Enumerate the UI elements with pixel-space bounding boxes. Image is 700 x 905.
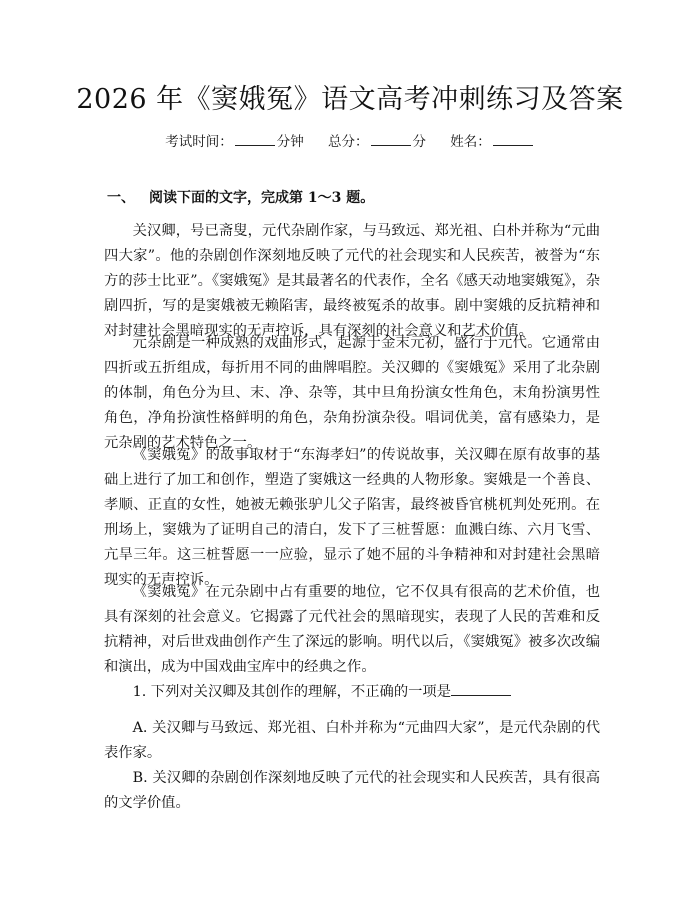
question-1-stem — [104, 680, 600, 705]
reading-paragraph-1: 关汉卿，号已斋叟，元代杂剧作家，与马致远、郑光祖、白朴并称为“元曲四大家”。他的杂剧创作深刻地反映了元代的社会现实和人民疾苦，被誉为“东方的莎士比亚”。《窦娥冤》是其最著名的代表作，全名《感天动地窦娥冤》，杂剧四折，写的是窦娥被无赖陷害，最终被冤杀的故事。剧中窦娥的反抗精神和对封建社会黑暗现实的无声控诉，具有深刻的社会意义和艺术价值。 — [104, 223, 600, 339]
total-score-blank[interactable] — [371, 133, 411, 146]
exam-time-unit: 分钟 — [276, 134, 304, 150]
question-1-option-a[interactable]: A. 关汉卿与马致远、郑光祖、白朴并称为“元曲四大家”，是元代杂剧的代表作家。 — [104, 720, 600, 761]
reading-paragraph-4: 《窦娥冤》在元杂剧中占有重要的地位，它不仅具有很高的艺术价值，也具有深刻的社会意义。它揭露了元代社会的黑暗现实，表现了人民的苦难和反抗精神，对后世戏曲创作产生了深远的影响。明代以后，《窦娥冤》被多次改编和演出，成为中国戏曲宝库中的经典之作。 — [104, 584, 600, 675]
section-heading — [107, 188, 374, 208]
total-score-unit: 分 — [412, 134, 426, 150]
total-score-label: 总分： — [328, 134, 369, 150]
name-blank[interactable] — [493, 133, 533, 146]
question-1-text: 1. 下列对关汉卿及其创作的理解，不正确的一项是 — [132, 684, 452, 700]
question-1-option-b[interactable]: B. 关汉卿的杂剧创作深刻地反映了元代的社会现实和人民疾苦，具有很高的文学价值。 — [104, 770, 600, 811]
question-1-answer-blank[interactable] — [451, 681, 511, 696]
exam-time-blank[interactable] — [235, 133, 275, 146]
reading-paragraph-2: 元杂剧是一种成熟的戏曲形式，起源于金末元初，盛行于元代。它通常由四折或五折组成，每折用不同的曲牌唱腔。关汉卿的《窦娥冤》采用了北杂剧的体制，角色分为旦、末、净、杂等，其中旦角扮演女性角色，末角扮演男性角色，净角扮演性格鲜明的角色，杂角扮演杂役。唱词优美，富有感染力，是元杂剧的艺术特色之一。 — [104, 335, 600, 451]
reading-paragraph-3: 《窦娥冤》的故事取材于“东海孝妇”的传说故事，关汉卿在原有故事的基础上进行了加工和创作，塑造了窦娥这一经典的人物形象。窦娥是一个善良、孝顺、正直的女性，她被无赖张驴儿父子陷害，最终被昏官桃杌判处死刑。在刑场上，窦娥为了证明自己的清白，发下了三桩誓愿：血溅白练、六月飞雪、亢旱三年。这三桩誓愿一一应验，显示了她不屈的斗争精神和对封建社会黑暗现实的无声控诉。 — [104, 447, 600, 588]
name-field — [450, 132, 535, 152]
exam-time-label: 考试时间： — [165, 134, 233, 150]
page-title: 2026 年《窦娥冤》语文高考冲刺练习及答案 — [76, 84, 624, 115]
section-number: 一、 — [107, 190, 135, 206]
total-score-field — [328, 132, 426, 152]
name-label: 姓名： — [450, 134, 491, 150]
exam-info-row — [0, 132, 700, 152]
exam-time-field — [165, 132, 304, 152]
section-instruction: 阅读下面的文字，完成第 1～3 题。 — [149, 190, 375, 206]
